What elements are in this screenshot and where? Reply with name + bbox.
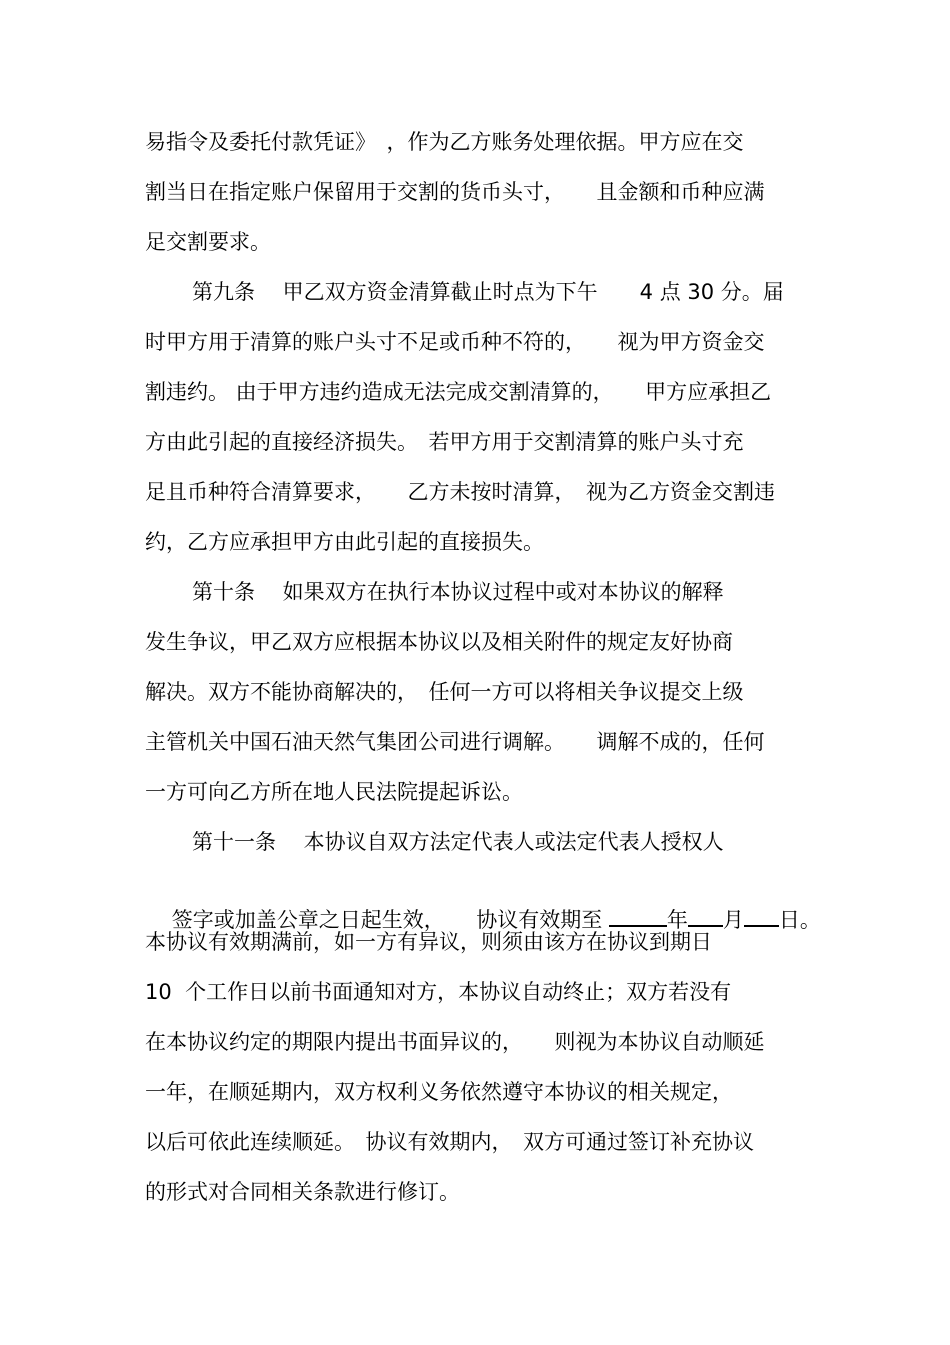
article-9-line-5: 足且币种符合清算要求， 乙方未按时清算， 视为乙方资金交割违 (145, 480, 775, 504)
year-blank (609, 905, 667, 927)
article-10-line-5: 一方可向乙方所在地人民法院提起诉讼。 (145, 780, 523, 804)
text-line-2: 割当日在指定账户保留用于交割的货币头寸， 且金额和币种应满 (145, 180, 765, 204)
sign-line-prefix: 签字或加盖公章之日起生效， 协议有效期至 (171, 908, 609, 932)
article-9-line-4: 方由此引起的直接经济损失。 若甲方用于交割清算的账户头寸充 (145, 430, 744, 454)
day-label: 日。 (778, 908, 821, 932)
text-line-3: 足交割要求。 (145, 230, 271, 254)
article-10-line-1: 第十条 如果双方在执行本协议过程中或对本协议的解释 (192, 580, 724, 604)
year-label: 年 (666, 908, 688, 932)
article-11-line-5: 在本协议约定的期限内提出书面异议的， 则视为本协议自动顺延 (145, 1030, 765, 1054)
article-9-line-1: 第九条 甲乙双方资金清算截止时点为下午 4 点 30 分。届 (192, 280, 784, 304)
article-11-line-4: 10 个工作日以前书面通知对方，本协议自动终止；双方若没有 (145, 980, 732, 1004)
article-11-line-3: 本协议有效期满前，如一方有异议，则须由该方在协议到期日 (145, 930, 712, 954)
article-10-line-2: 发生争议，甲乙双方应根据本协议以及相关附件的规定友好协商 (145, 630, 733, 654)
article-9-line-3: 割违约。 由于甲方违约造成无法完成交割清算的， 甲方应承担乙 (145, 380, 772, 404)
text-line-1: 易指令及委托付款凭证》 ，作为乙方账务处理依据。甲方应在交 (145, 130, 744, 154)
article-11-line-8: 的形式对合同相关条款进行修订。 (145, 1180, 460, 1204)
day-blank (744, 905, 779, 927)
article-10-line-4: 主管机关中国石油天然气集团公司进行调解。 调解不成的，任何 (145, 730, 765, 754)
article-9-line-2: 时甲方用于清算的账户头寸不足或币种不符的， 视为甲方资金交 (145, 330, 765, 354)
article-9-line-6: 约，乙方应承担甲方由此引起的直接损失。 (145, 530, 544, 554)
article-11-line-1: 第十一条 本协议自双方法定代表人或法定代表人授权人 (192, 830, 724, 854)
article-10-line-3: 解决。双方不能协商解决的， 任何一方可以将相关争议提交上级 (145, 680, 744, 704)
article-11-line-7: 以后可依此连续顺延。 协议有效期内， 双方可通过签订补充协议 (145, 1130, 754, 1154)
article-11-line-6: 一年，在顺延期内，双方权利义务依然遵守本协议的相关规定， (145, 1080, 733, 1104)
month-label: 月 (722, 908, 744, 932)
month-blank (688, 905, 723, 927)
